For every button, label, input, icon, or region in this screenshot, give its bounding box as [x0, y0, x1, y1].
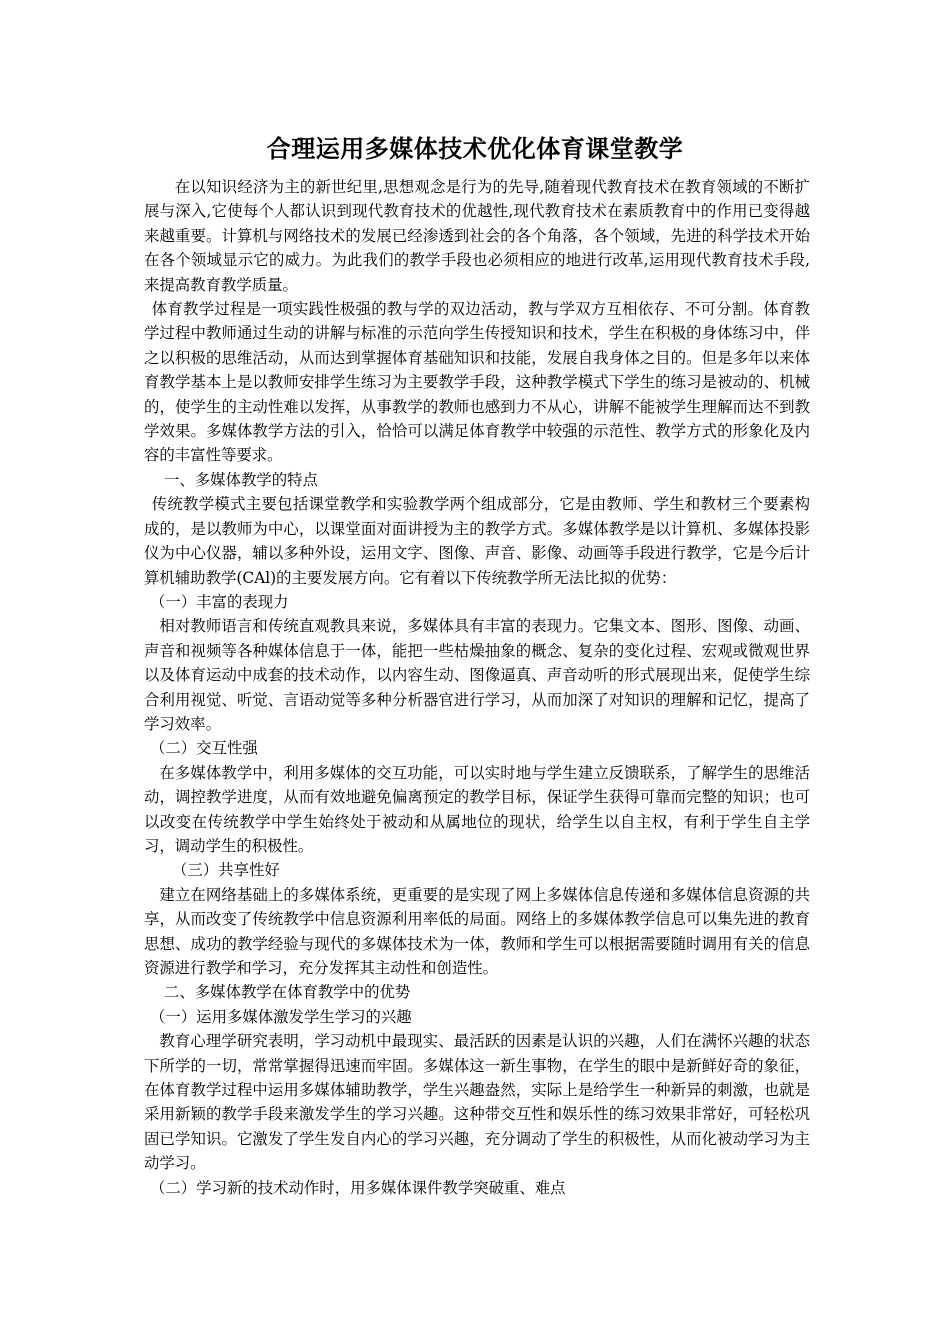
paragraph-traditional-teaching: 传统教学模式主要包括课堂教学和实验教学两个组成部分，它是由教师、学生和教材三个要素构成的，是以教师为中心，以课堂面对面讲授为主的教学方式。多媒体教学是以计算机、多媒体投影仪为中心仪器，辅以多种外设，运用文字、图像、声音、影像、动画等手段进行教学，它是今后计算机辅助教学(CAl)的主要发展方向。它有着以下传统教学所无法比拟的优势：: [144, 495, 810, 587]
document-body: [144, 175, 810, 1200]
document-title: 合理运用多媒体技术优化体育课堂教学: [266, 135, 684, 163]
section-heading-2: 二、多媒体教学在体育教学中的优势: [164, 983, 411, 1002]
subsection-heading-2-2: （二）学习新的技术动作时，用多媒体课件教学突破重、难点: [150, 1178, 566, 1197]
subsection-heading-1-2: （二）交互性强: [150, 739, 258, 758]
section-heading-1: 一、多媒体教学的特点: [164, 470, 318, 489]
subsection-heading-1-1: （一）丰富的表现力: [150, 592, 289, 611]
paragraph-interactivity: 在多媒体教学中，利用多媒体的交互功能，可以实时地与学生建立反馈联系，了解学生的思维活动，调控教学进度，从而有效地避免偏离预定的教学目标，保证学生获得可靠而完整的知识；也可以改变在传统教学中学生始终处于被动和从属地位的现状，给学生以自主权，有利于学生自主学习，调动学生的积极性。: [144, 763, 810, 855]
paragraph-sharing: 建立在网络基础上的多媒体系统，更重要的是实现了网上多媒体信息传递和多媒体信息资源的共享，从而改变了传统教学中信息资源利用率低的局面。网络上的多媒体教学信息可以集先进的教育思想、成功的教学经验与现代的多媒体技术为一体，教师和学生可以根据需要随时调用有关的信息资源进行教学和学习，充分发挥其主动性和创造性。: [144, 885, 810, 977]
paragraph-interest: 教育心理学研究表明，学习动机中最现实、最活跃的因素是认识的兴趣，人们在满怀兴趣的状态下所学的一切，常常掌握得迅速而牢固。多媒体这一新生事物，在学生的眼中是新鲜好奇的象征，在体育教学过程中运用多媒体辅助教学，学生兴趣盎然，实际上是给学生一种新异的刺激，也就是采用新颖的教学手段来激发学生的学习兴趣。这种带交互性和娱乐性的练习效果非常好，可轻松巩固已学知识。它激发了学生发自内心的学习兴趣，充分调动了学生的积极性，从而化被动学习为主动学习。: [144, 1032, 810, 1173]
subsection-heading-1-3: （三）共享性好: [172, 861, 280, 880]
paragraph-pe-process: 体育教学过程是一项实践性极强的教与学的双边活动，教与学双方互相依存、不可分割。体育教学过程中教师通过生动的讲解与标准的示范向学生传授知识和技术，学生在积极的身体练习中，伴之以积极的思维活动，从而达到掌握体育基础知识和技能，发展自我身体之目的。但是多年以来体育教学基本上是以教师安排学生练习为主要教学手段，这种教学模式下学生的练习是被动的、机械的，使学生的主动性难以发挥，从事教学的教师也感到力不从心，讲解不能被学生理解而达不到教学效果。多媒体教学方法的引入，恰恰可以满足体育教学中较强的示范性、教学方式的形象化及内容的丰富性等要求。: [144, 300, 810, 465]
paragraph-intro: 在以知识经济为主的新世纪里,思想观念是行为的先导,随着现代教育技术在教育领域的不断扩展与深入,它使每个人都认识到现代教育技术的优越性,现代教育技术在素质教育中的作用已变得越来越重要。计算机与网络技术的发展已经渗透到社会的各个角落，各个领域，先进的科学技术开始在各个领域显示它的威力。为此我们的教学手段也必须相应的地进行改革,运用现代教育技术手段,来提高教育教学质量。: [144, 178, 810, 294]
subsection-heading-2-1: （一）运用多媒体激发学生学习的兴趣: [150, 1007, 412, 1026]
paragraph-expressiveness: 相对教师语言和传统直观教具来说，多媒体具有丰富的表现力。它集文本、图形、图像、动画、声音和视频等各种媒体信息于一体，能把一些枯燥抽象的概念、复杂的变化过程、宏观或微观世界以及体育运动中成套的技术动作，以内容生动、图像逼真、声音动听的形式展现出来，促使学生综合利用视觉、听觉、言语动觉等多种分析器官进行学习，从而加深了对知识的理解和记忆，提高了学习效率。: [144, 617, 810, 733]
